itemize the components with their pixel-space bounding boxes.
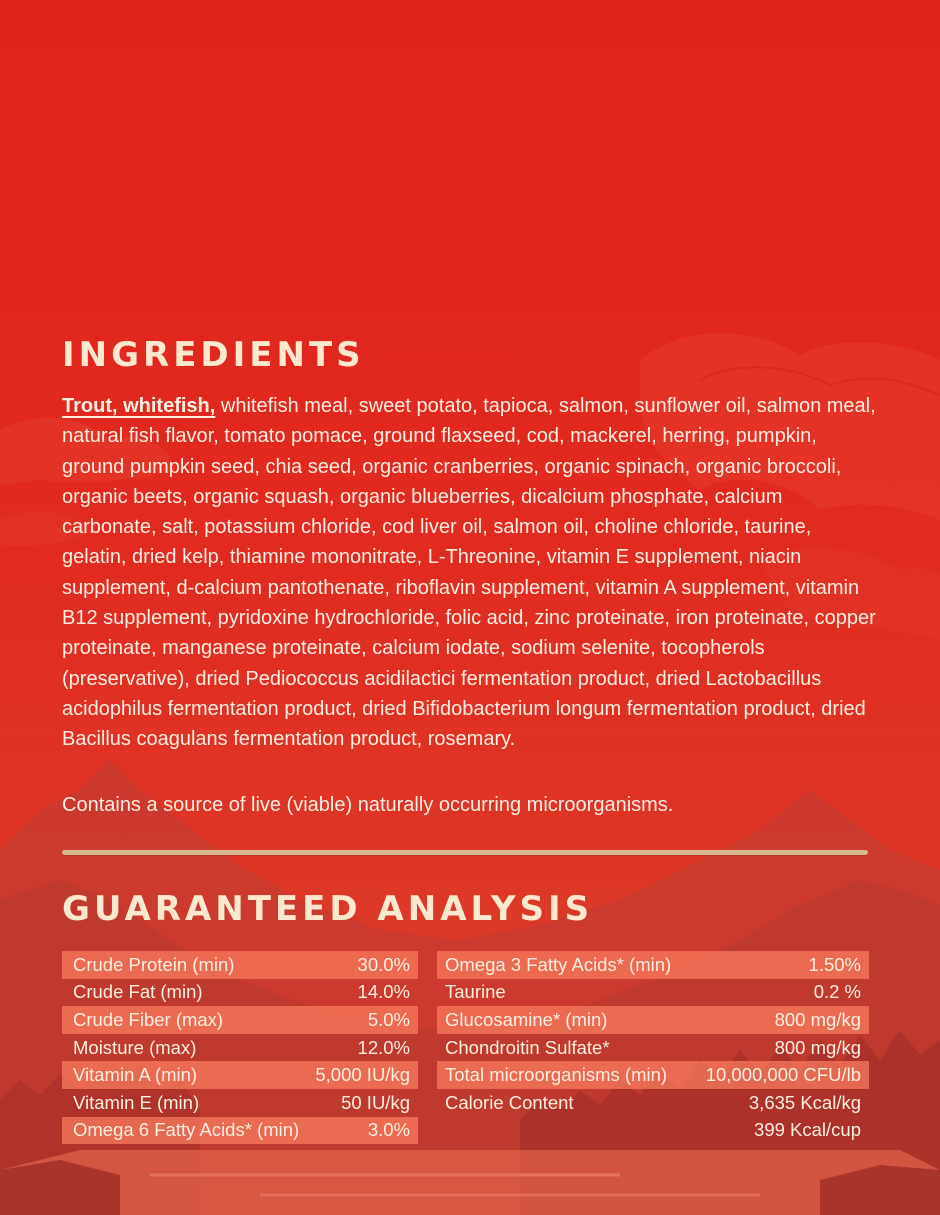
analysis-label: Crude Protein (min) (73, 953, 235, 975)
analysis-row (62, 951, 418, 979)
analysis-value: 12.0% (357, 1036, 410, 1058)
analysis-value: 3.0% (367, 1119, 410, 1141)
analysis-label: Moisture (max) (73, 1036, 197, 1058)
analysis-row (62, 1034, 418, 1062)
analysis-value: 3,635 Kcal/kg (748, 1091, 861, 1113)
analysis-value: 0.2 % (813, 981, 861, 1003)
ingredients-list (62, 391, 877, 755)
analysis-label: Vitamin E (min) (73, 1091, 200, 1113)
analysis-label: Taurine (445, 981, 506, 1003)
analysis-label: Total microorganisms (min) (445, 1064, 668, 1086)
analysis-row (437, 1061, 869, 1089)
analysis-row (437, 1117, 869, 1145)
analysis-label: Omega 6 Fatty Acids* (min) (73, 1119, 300, 1141)
analysis-value: 30.0% (357, 953, 410, 975)
analysis-value: 800 mg/kg (774, 1008, 861, 1030)
analysis-label: Vitamin A (min) (73, 1064, 198, 1086)
analysis-row (62, 1006, 418, 1034)
ingredients-heading: INGREDIENTS (62, 335, 365, 375)
analysis-value: 399 Kcal/cup (754, 1119, 861, 1141)
analysis-label: Omega 3 Fatty Acids* (min) (445, 953, 672, 975)
analysis-left-column (62, 951, 418, 1144)
analysis-value: 50 IU/kg (341, 1091, 410, 1113)
analysis-value: 10,000,000 CFU/lb (705, 1064, 861, 1086)
analysis-right-column (437, 951, 869, 1144)
analysis-value: 1.50% (808, 953, 861, 975)
analysis-value: 5.0% (367, 1008, 410, 1030)
ingredients-lead: Trout, whitefish, (62, 395, 216, 417)
analysis-label: Glucosamine* (min) (445, 1008, 608, 1030)
analysis-row (62, 979, 418, 1007)
analysis-row (62, 1061, 418, 1089)
analysis-row (437, 979, 869, 1007)
analysis-label: Crude Fiber (max) (73, 1008, 224, 1030)
analysis-row (437, 1006, 869, 1034)
analysis-row (62, 1089, 418, 1117)
analysis-row (437, 1034, 869, 1062)
analysis-row (437, 951, 869, 979)
analysis-row (62, 1117, 418, 1145)
section-divider (62, 850, 868, 855)
analysis-value: 800 mg/kg (774, 1036, 861, 1058)
analysis-value: 5,000 IU/kg (315, 1064, 410, 1086)
probiotic-note: Contains a source of live (viable) naturally occurring microorganisms. (62, 794, 674, 816)
analysis-value: 14.0% (357, 981, 410, 1003)
analysis-label: Calorie Content (445, 1091, 574, 1113)
analysis-label: Chondroitin Sulfate* (445, 1036, 610, 1058)
analysis-row (437, 1089, 869, 1117)
guaranteed-analysis-heading: GUARANTEED ANALYSIS (62, 889, 594, 929)
ingredients-text: whitefish meal, sweet potato, tapioca, salmon, sunflower oil, salmon meal, natural fish flavor, tomato pomace, ground flaxseed, cod, mackerel, herring, pumpkin, ground pumpkin seed, chia seed, organic cranberries, organic spinach, organic broccoli, organic beets, organic squash, organic blueberries, dicalcium phosphate, calcium carbonate, salt, potassium chloride, cod liver oil, salmon oil, choline chloride, taurine, gelatin, dried kelp, thiamine mononitrate, L-Threonine, vitamin E supplement, niacin supplement, d-calcium pantothenate, riboflavin supplement, vitamin A supplement, vitamin B12 supplement, pyridoxine hydrochloride, folic acid, zinc proteinate, iron proteinate, copper proteinate, manganese proteinate, calcium iodate, sodium selenite, tocopherols (preservative), dried Pediococcus acidilactici fermentation product, dried Lactobacillus acidophilus fermentation product, dried Bifidobacterium longum fermentation product, dried Bacillus coagulans fermentation product, rosemary. (62, 395, 876, 751)
analysis-label: Crude Fat (min) (73, 981, 203, 1003)
